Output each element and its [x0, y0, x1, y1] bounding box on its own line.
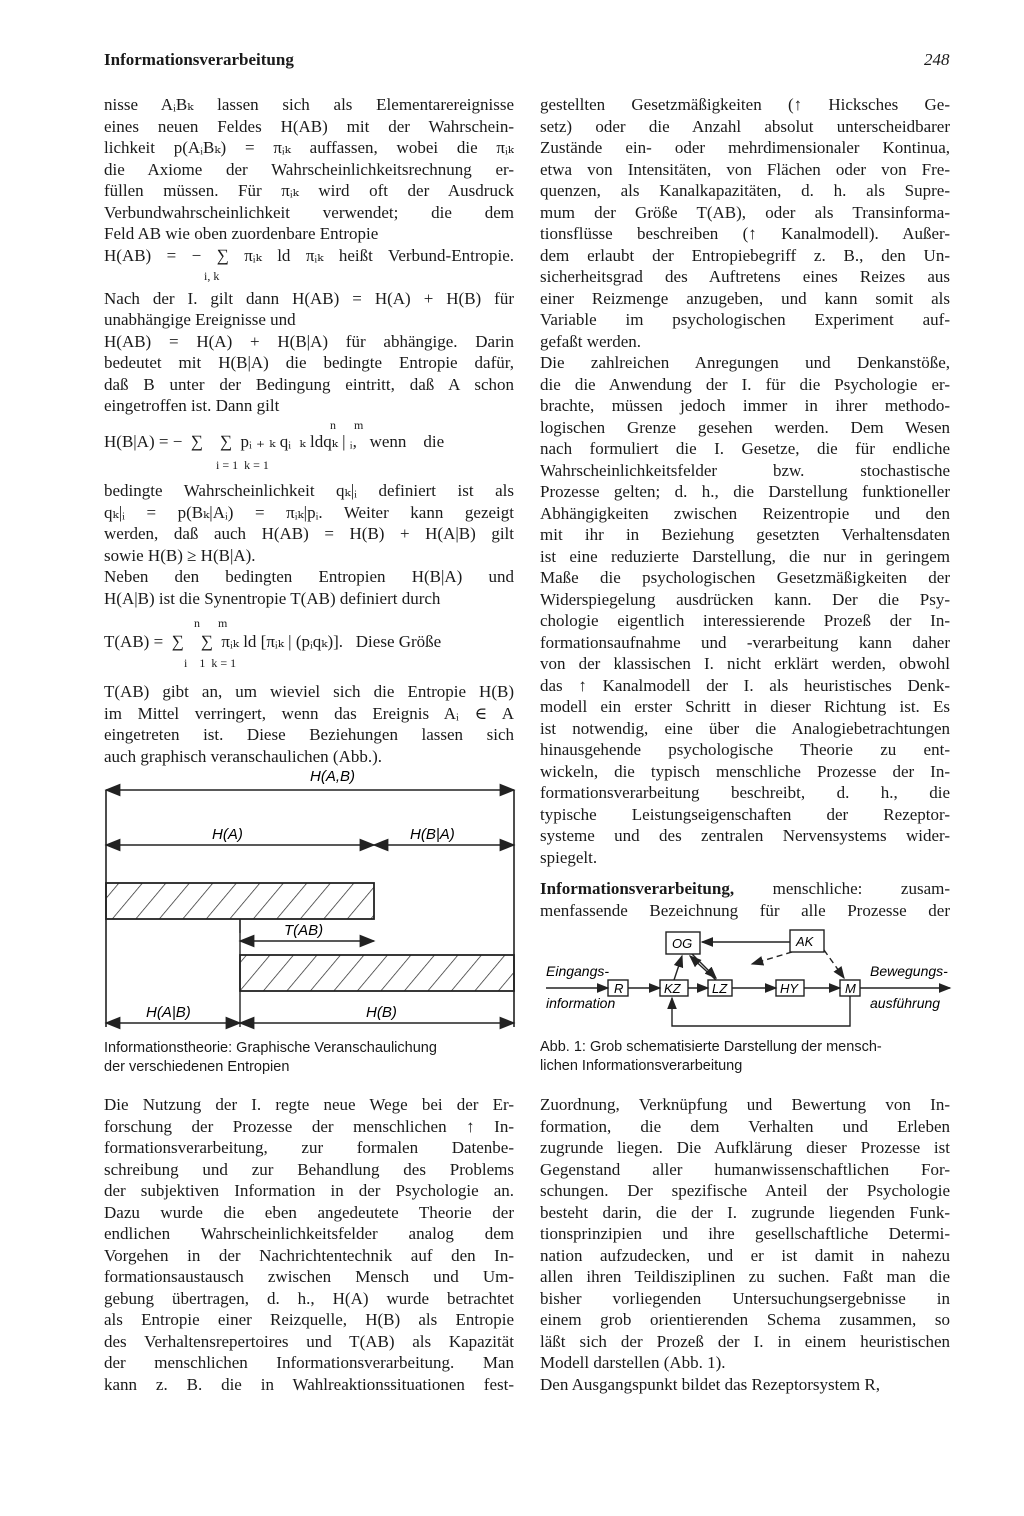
text-line: Zuordnung, Verknüpfung und Bewertung von In-	[540, 1095, 950, 1114]
text-line: werden, daß auch H(AB) = H(B) + H(A|B) gilt	[104, 524, 514, 543]
output-label-top: Bewegungs-	[870, 963, 948, 979]
left-column-bottom-text	[104, 1094, 514, 1395]
text-line: etwa von Intensitäten, von Flächen oder von Fre-	[540, 159, 950, 179]
text-line: eingetroffen ist. Dann gilt	[104, 396, 280, 415]
label-ha: H(A)	[212, 826, 243, 843]
text-line: systeme und des zentralen Nervensystems wider-	[540, 826, 950, 845]
label-tab: T(AB)	[284, 922, 324, 939]
entry-headword: Informationsverarbeitung,	[540, 879, 735, 898]
formula-conditional-entropy	[104, 418, 514, 474]
text-line: tionsflüsse beschreiben (↑ Kanalmodell). Außer-	[540, 224, 950, 243]
text-line: H(AB) = − ∑ πᵢₖ ld πᵢₖ heißt Verbund-Entropie.	[104, 245, 514, 265]
formula2-main: T(AB) = ∑ ∑ πᵢₖ ld [πᵢₖ | (pᵢqₖ)]. Diese Größe	[104, 632, 442, 651]
text-line: chologie eigentlich interessierende Prozeß der In-	[540, 611, 950, 630]
text-line: füllen müssen. Für πᵢₖ wird oft der Ausdruck	[104, 181, 514, 200]
formula1-lower: i = 1 k = 1	[216, 458, 269, 472]
text-line: formationsaustausch zwischen Mensch und Um-	[104, 1267, 514, 1286]
text-line: Wahrscheinlichkeitsfelder bzw. stochastische	[540, 460, 950, 480]
right-column-bottom-text	[540, 1094, 950, 1395]
text-line: Modell darstellen (Abb. 1).	[540, 1353, 726, 1372]
text-line: von der klassischen I. nicht erklärt werden, obwohl	[540, 654, 950, 673]
text-line: lichkeit p(AᵢBₖ) = πᵢₖ auffassen, wobei die πᵢₖ	[104, 138, 514, 157]
text-line: Prozesse gelten; d. h., die Darstellung funktioneller	[540, 482, 950, 501]
text-line: ist notwendig, eine über die Analogiebetrachtungen	[540, 718, 950, 738]
caption-line: lichen Informationsverarbeitung	[540, 1058, 743, 1074]
text-line: modell ein erster Schritt in dieser Richtung ist. Es	[540, 697, 950, 716]
text-line: dem erlaubt der Entropiebegriff z. B., den Un-	[540, 245, 950, 265]
right-column-top-text	[540, 94, 950, 868]
text-line: nach formuliert die I. Gesetze, die für endliche	[540, 439, 950, 458]
dictionary-entry	[540, 878, 950, 921]
text-line: Vorgehen in der Nachrichtentechnik auf den In-	[104, 1245, 514, 1265]
text-line: mum der Größe T(AB), oder als Transinforma-	[540, 202, 950, 222]
text-line: besteht darin, die der I. zugrunde liegenden Funk-	[540, 1202, 950, 1222]
text-line: zugrunde liegen. Die Aufklärung dieser Prozesse ist	[540, 1138, 950, 1157]
formula2-lower: i 1 k = 1	[184, 656, 237, 670]
label-hba: H(B|A)	[410, 826, 455, 843]
flow-diagram-caption	[540, 1038, 956, 1076]
text-line: setz) oder die Anzahl absolut unterscheidbarer	[540, 116, 950, 136]
text-line: logischen Grenze gesehen werden. Dem Wesen	[540, 417, 950, 437]
page-number: 248	[924, 50, 950, 69]
text-line: wickeln, die typisch menschliche Prozesse der In-	[540, 761, 950, 781]
text-line: bedingte Wahrscheinlichkeit qₖ|ᵢ definiert ist als	[104, 481, 514, 500]
text-line: sowie H(B) ≥ H(B|A).	[104, 545, 256, 565]
text-line: H(A|B) ist die Synentropie T(AB) definiert durch	[104, 588, 441, 608]
left-column-after-formula-text	[104, 681, 514, 767]
text-line: einer Reizmenge anzugeben, und kann somit als	[540, 288, 950, 308]
text-line: hinausgehende psychologische Theorie zu ent-	[540, 740, 950, 759]
text-line: als Entropie einer Reizquelle, H(B) als Entropie	[104, 1310, 514, 1329]
text-line: gefaßt werden.	[540, 331, 642, 351]
text-line: mit ihr in Beziehung gesetzten Verhaltensdaten	[540, 525, 950, 544]
text-line: eingetreten ist. Diese Beziehungen lassen sich	[104, 725, 514, 744]
text-line: Neben den bedingten Entropien H(B|A) und	[104, 567, 514, 586]
text-line: qₖ|ᵢ = p(Bₖ|Aᵢ) = πᵢₖ|pᵢ. Weiter kann gezeigt	[104, 502, 514, 522]
caption-line: Abb. 1: Grob schematisierte Darstellung der mensch-	[540, 1039, 882, 1055]
text-line: H(AB) = H(A) + H(B|A) für abhängige. Darin	[104, 331, 514, 351]
text-line: Maße die psychologischen Gesetzmäßigkeiten der	[540, 568, 950, 587]
text-line: quenzen, als Kanalkapazitäten, d. h. als Supre-	[540, 181, 950, 200]
running-head: Informationsverarbeitung	[104, 50, 294, 69]
text-line: gebung übertragen, d. h., H(A) wurde betrachtet	[104, 1288, 514, 1308]
text-line: formation, die dem Verhalten und Erleben	[540, 1116, 950, 1136]
text-line: einem grob orientierenden Schema zusammen, so	[540, 1310, 950, 1329]
og-label: OG	[672, 936, 693, 951]
text-line: i, k	[204, 269, 220, 283]
text-line: nisse AᵢBₖ lassen sich als Elementarereignisse	[104, 95, 514, 114]
input-label-top: Eingangs-	[546, 963, 610, 979]
information-processing-diagram	[540, 924, 956, 1036]
text-line: läßt sich der Prozeß der I. in einem heuristischen	[540, 1331, 950, 1351]
formula-synentropy	[104, 614, 514, 670]
text-line: die die Anwendung der I. für die Psychologie er-	[540, 374, 950, 394]
text-line: das ↑ Kanalmodell der I. als heuristisches Denk-	[540, 675, 950, 695]
text-line: forschung der Prozesse der menschlichen ↑ In-	[104, 1116, 514, 1136]
label-hab-cond: H(A|B)	[146, 1004, 191, 1021]
caption-line: Informationstheorie: Graphische Veranschaulichung	[104, 1040, 437, 1056]
text-line: nation aufzudecken, und er ist damit in nahezu	[540, 1245, 950, 1265]
text-line: formationsverarbeitung, zur formalen Datenbe-	[104, 1138, 514, 1157]
text-line: sicherheitsgrad des Auftretens eines Reizes aus	[540, 267, 950, 286]
entry-rest: menschliche: zusam-	[734, 879, 950, 898]
text-line: Dazu wurde die eben angedeutete Theorie der	[104, 1202, 514, 1222]
formula1-main: H(B|A) = − ∑ ∑ pᵢ ₊ ₖ qᵢ ₖ ldqₖ | ᵢ, wenn die	[104, 432, 445, 451]
label-hb: H(B)	[366, 1004, 397, 1021]
text-line: Verbundwahrscheinlichkeit verwendet; die dem	[104, 202, 514, 222]
text-line: bisher vorliegenden Untersuchungsergebnisse in	[540, 1288, 950, 1308]
text-line: tionsprinzipien und ihre gesellschaftliche Determi-	[540, 1224, 950, 1243]
hy-label: HY	[780, 981, 799, 996]
text-line: Feld AB wie oben zuordenbare Entropie	[104, 224, 379, 243]
text-line: Den Ausgangspunkt bildet das Rezeptorsystem R,	[540, 1374, 880, 1394]
entropy-diagram	[100, 765, 520, 1035]
text-line: unabhängige Ereignisse und	[104, 310, 296, 329]
lz-label: LZ	[712, 981, 728, 996]
text-line: schreibung und zur Behandlung des Problems	[104, 1159, 514, 1179]
text-line: Widerspiegelung ausdrücken kann. Der die Psy-	[540, 589, 950, 609]
bar-ha	[106, 883, 374, 919]
text-line: ist eine reduzierte Darstellung, die nur in geringem	[540, 546, 950, 566]
formula2-upper: n m	[194, 616, 228, 630]
text-line: schungen. Der spezifische Anteil der Psychologie	[540, 1181, 950, 1200]
left-column-middle-text	[104, 480, 514, 609]
text-line: Nach der I. gilt dann H(AB) = H(A) + H(B) für	[104, 288, 514, 308]
text-line: Abhängigkeiten zwischen Reizentropie und den	[540, 503, 950, 523]
text-line: formationsverarbeitung beschreibt, d. h., die	[540, 783, 950, 802]
text-line: die Axiome der Wahrscheinlichkeitsrechnung er-	[104, 159, 514, 179]
kz-label: KZ	[664, 981, 681, 996]
bar-hb	[240, 955, 514, 991]
text-line: endlichen Wahrscheinlichkeitsfelder analog dem	[104, 1224, 514, 1243]
text-line: der menschlichen Informationsverarbeitung. Man	[104, 1353, 514, 1372]
caption-line: der verschiedenen Entropien	[104, 1059, 290, 1075]
text-line: kann z. B. die in Wahlreaktionssituationen fest-	[104, 1374, 514, 1394]
output-label-bottom: ausführung	[870, 995, 941, 1011]
text-line: auch graphisch veranschaulichen (Abb.).	[104, 746, 383, 766]
ak-label: AK	[796, 934, 814, 949]
text-line: spiegelt.	[540, 847, 598, 867]
text-line: Gegenstand aller humanwissenschaftlichen For-	[540, 1159, 950, 1179]
text-line: Variable im psychologischen Experiment auf-	[540, 310, 950, 329]
text-line: eines neuen Feldes H(AB) mit der Wahrschein-	[104, 116, 514, 136]
entry-line2: menfassende Bezeichnung für alle Prozesse der	[540, 900, 950, 920]
text-line: typische Leistungseigenschaften der Rezeptor-	[540, 804, 950, 824]
text-line: Die zahlreichen Anregungen und Denkanstöße,	[540, 353, 950, 372]
formula1-upper: n m	[330, 418, 364, 432]
text-line: gestellten Gesetzmäßigkeiten (↑ Hicksches Ge-	[540, 95, 950, 114]
m-label: M	[845, 981, 856, 996]
text-line: bedeutet mit H(B|A) die bedingte Entropie dafür,	[104, 353, 514, 372]
text-line: des Verhaltensrepertoires und T(AB) als Kapazität	[104, 1331, 514, 1351]
text-line: im Mittel verringert, wenn das Ereignis Aᵢ ∈ A	[104, 703, 514, 723]
text-line: T(AB) gibt an, um wieviel sich die Entropie H(B)	[104, 682, 514, 701]
left-column-top-text	[104, 94, 514, 417]
text-line: formationsaufnahme und -verarbeitung kann daher	[540, 632, 950, 652]
text-line: der subjektiven Information in der Psychologie an.	[104, 1181, 514, 1200]
text-line: allen ihren Teildisziplinen zu suchen. Faßt man die	[540, 1267, 950, 1286]
entropy-diagram-caption	[104, 1039, 516, 1077]
text-line: daß B unter der Bedingung eintritt, daß A schon	[104, 374, 514, 394]
label-hab: H(A,B)	[310, 768, 355, 785]
r-label: R	[614, 981, 624, 996]
input-label-bottom: information	[546, 995, 616, 1011]
text-line: brachte, müssen jedoch immer in ihrer methodo-	[540, 396, 950, 415]
text-line: Zustände ein- oder mehrdimensionaler Kontinua,	[540, 138, 950, 157]
text-line: Die Nutzung der I. regte neue Wege bei der Er-	[104, 1095, 514, 1114]
